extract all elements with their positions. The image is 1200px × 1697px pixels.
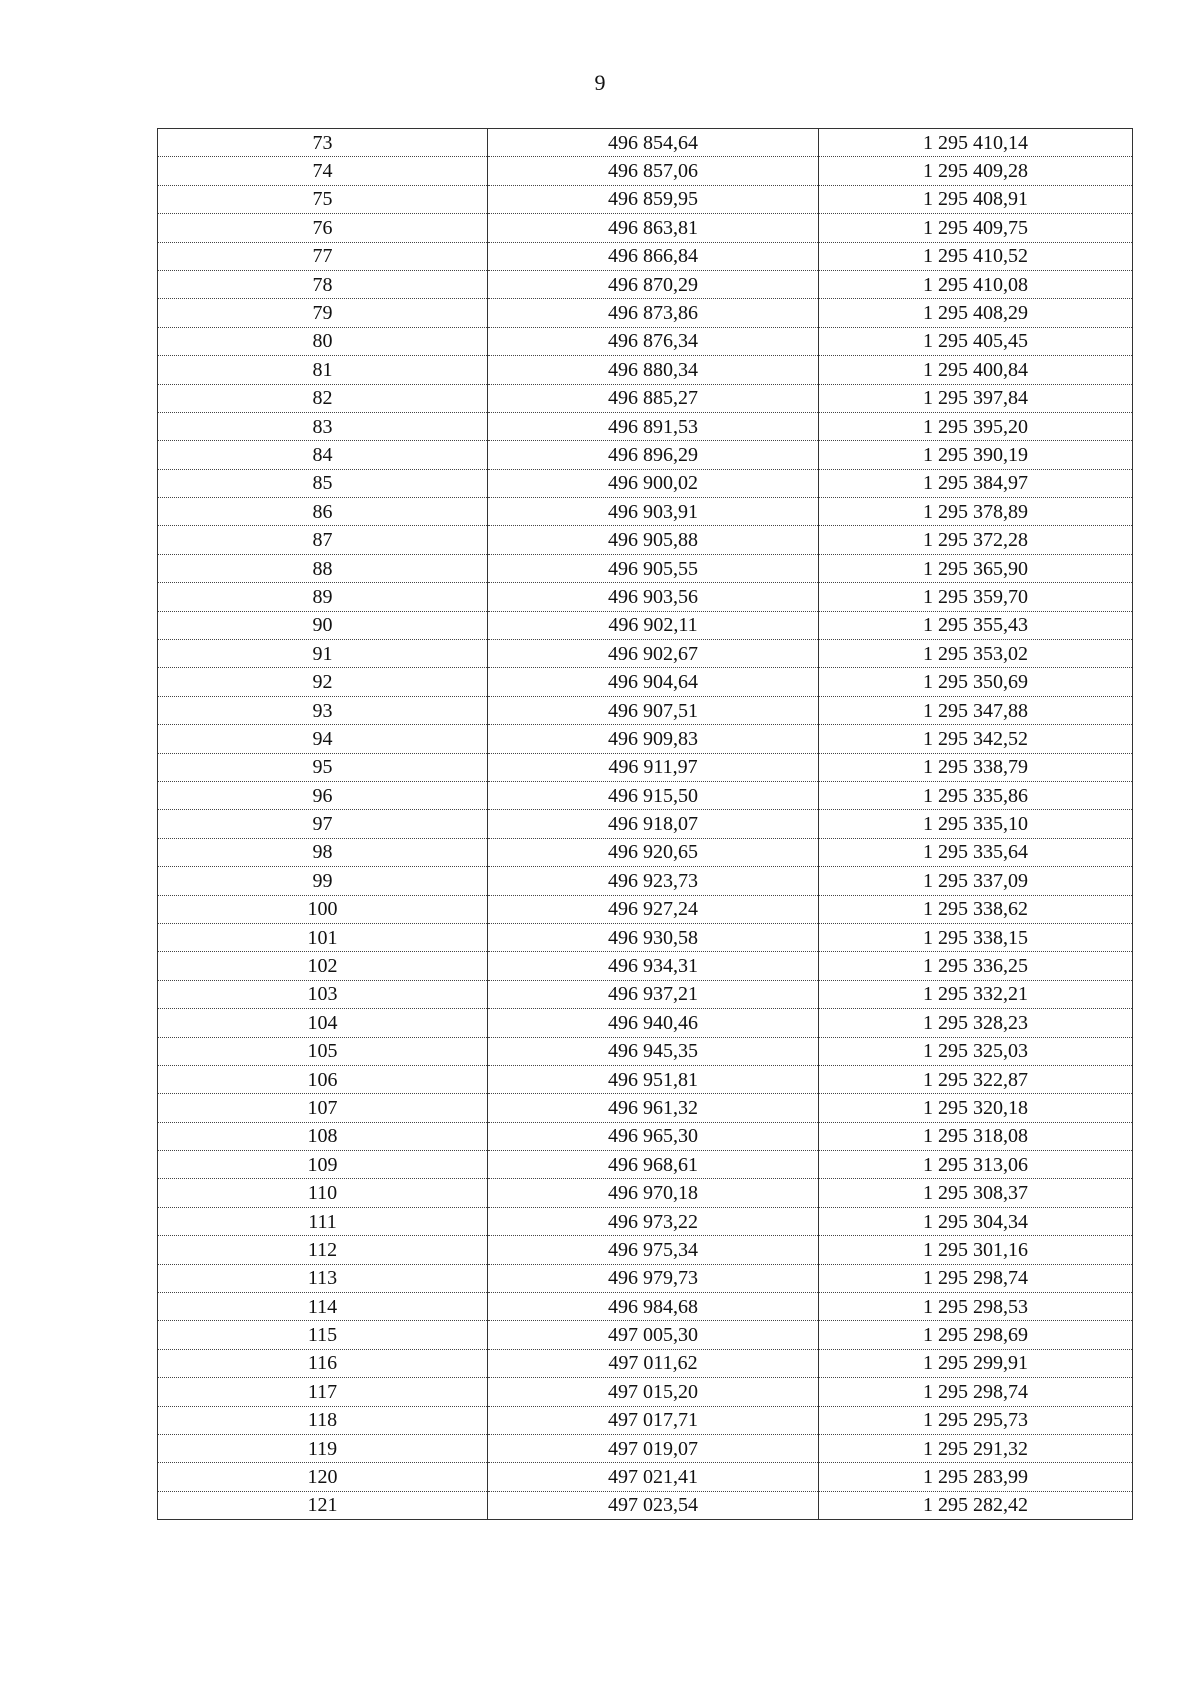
point-number-cell: 117 (158, 1378, 488, 1406)
x-coordinate-cell: 496 911,97 (488, 753, 819, 781)
y-coordinate-cell: 1 295 322,87 (819, 1065, 1133, 1093)
point-number-cell: 101 (158, 923, 488, 951)
x-coordinate-cell: 496 927,24 (488, 895, 819, 923)
table-row (158, 1009, 1133, 1037)
x-coordinate-cell: 496 891,53 (488, 412, 819, 440)
y-coordinate-cell: 1 295 405,45 (819, 327, 1133, 355)
x-coordinate-cell: 496 857,06 (488, 157, 819, 185)
point-number-cell: 108 (158, 1122, 488, 1150)
table-row (158, 327, 1133, 355)
y-coordinate-cell: 1 295 409,28 (819, 157, 1133, 185)
x-coordinate-cell: 496 873,86 (488, 299, 819, 327)
y-coordinate-cell: 1 295 299,91 (819, 1349, 1133, 1377)
y-coordinate-cell: 1 295 291,32 (819, 1434, 1133, 1462)
x-coordinate-cell: 496 905,88 (488, 526, 819, 554)
y-coordinate-cell: 1 295 295,73 (819, 1406, 1133, 1434)
table-row (158, 781, 1133, 809)
x-coordinate-cell: 496 979,73 (488, 1264, 819, 1292)
table-row (158, 1065, 1133, 1093)
x-coordinate-cell: 496 918,07 (488, 810, 819, 838)
point-number-cell: 74 (158, 157, 488, 185)
x-coordinate-cell: 496 903,56 (488, 583, 819, 611)
table-row (158, 980, 1133, 1008)
point-number-cell: 97 (158, 810, 488, 838)
table-row (158, 753, 1133, 781)
y-coordinate-cell: 1 295 410,08 (819, 270, 1133, 298)
y-coordinate-cell: 1 295 355,43 (819, 611, 1133, 639)
y-coordinate-cell: 1 295 350,69 (819, 668, 1133, 696)
y-coordinate-cell: 1 295 301,16 (819, 1236, 1133, 1264)
x-coordinate-cell: 496 920,65 (488, 838, 819, 866)
x-coordinate-cell: 496 945,35 (488, 1037, 819, 1065)
point-number-cell: 105 (158, 1037, 488, 1065)
table-row (158, 923, 1133, 951)
x-coordinate-cell: 496 975,34 (488, 1236, 819, 1264)
point-number-cell: 85 (158, 469, 488, 497)
point-number-cell: 106 (158, 1065, 488, 1093)
point-number-cell: 114 (158, 1293, 488, 1321)
x-coordinate-cell: 496 902,11 (488, 611, 819, 639)
y-coordinate-cell: 1 295 353,02 (819, 640, 1133, 668)
x-coordinate-cell: 496 915,50 (488, 781, 819, 809)
table-row (158, 1349, 1133, 1377)
y-coordinate-cell: 1 295 320,18 (819, 1094, 1133, 1122)
y-coordinate-cell: 1 295 335,64 (819, 838, 1133, 866)
point-number-cell: 90 (158, 611, 488, 639)
table-row (158, 640, 1133, 668)
x-coordinate-cell: 496 859,95 (488, 185, 819, 213)
point-number-cell: 115 (158, 1321, 488, 1349)
y-coordinate-cell: 1 295 298,74 (819, 1378, 1133, 1406)
x-coordinate-cell: 496 905,55 (488, 554, 819, 582)
point-number-cell: 91 (158, 640, 488, 668)
point-number-cell: 110 (158, 1179, 488, 1207)
point-number-cell: 116 (158, 1349, 488, 1377)
point-number-cell: 94 (158, 725, 488, 753)
y-coordinate-cell: 1 295 347,88 (819, 696, 1133, 724)
y-coordinate-cell: 1 295 282,42 (819, 1491, 1133, 1519)
y-coordinate-cell: 1 295 342,52 (819, 725, 1133, 753)
x-coordinate-cell: 496 909,83 (488, 725, 819, 753)
table-row (158, 1406, 1133, 1434)
point-number-cell: 107 (158, 1094, 488, 1122)
table-row (158, 242, 1133, 270)
coordinates-table-body (158, 129, 1133, 1520)
point-number-cell: 96 (158, 781, 488, 809)
x-coordinate-cell: 496 984,68 (488, 1293, 819, 1321)
table-row (158, 1463, 1133, 1491)
table-row (158, 1264, 1133, 1292)
table-row (158, 1037, 1133, 1065)
point-number-cell: 112 (158, 1236, 488, 1264)
table-row (158, 725, 1133, 753)
y-coordinate-cell: 1 295 378,89 (819, 498, 1133, 526)
point-number-cell: 98 (158, 838, 488, 866)
y-coordinate-cell: 1 295 384,97 (819, 469, 1133, 497)
point-number-cell: 120 (158, 1463, 488, 1491)
table-row (158, 867, 1133, 895)
x-coordinate-cell: 497 011,62 (488, 1349, 819, 1377)
point-number-cell: 99 (158, 867, 488, 895)
point-number-cell: 83 (158, 412, 488, 440)
point-number-cell: 77 (158, 242, 488, 270)
y-coordinate-cell: 1 295 332,21 (819, 980, 1133, 1008)
point-number-cell: 104 (158, 1009, 488, 1037)
table-row (158, 611, 1133, 639)
page-number: 9 (594, 70, 606, 95)
x-coordinate-cell: 496 900,02 (488, 469, 819, 497)
table-row (158, 498, 1133, 526)
y-coordinate-cell: 1 295 298,74 (819, 1264, 1133, 1292)
point-number-cell: 88 (158, 554, 488, 582)
table-row (158, 696, 1133, 724)
y-coordinate-cell: 1 295 337,09 (819, 867, 1133, 895)
x-coordinate-cell: 496 937,21 (488, 980, 819, 1008)
x-coordinate-cell: 496 973,22 (488, 1207, 819, 1235)
point-number-cell: 103 (158, 980, 488, 1008)
table-row (158, 1434, 1133, 1462)
y-coordinate-cell: 1 295 338,15 (819, 923, 1133, 951)
y-coordinate-cell: 1 295 298,53 (819, 1293, 1133, 1321)
table-row (158, 441, 1133, 469)
table-row (158, 412, 1133, 440)
point-number-cell: 89 (158, 583, 488, 611)
point-number-cell: 84 (158, 441, 488, 469)
x-coordinate-cell: 496 961,32 (488, 1094, 819, 1122)
table-row (158, 129, 1133, 157)
point-number-cell: 93 (158, 696, 488, 724)
y-coordinate-cell: 1 295 400,84 (819, 356, 1133, 384)
x-coordinate-cell: 496 934,31 (488, 952, 819, 980)
table-row (158, 1094, 1133, 1122)
point-number-cell: 100 (158, 895, 488, 923)
table-row (158, 214, 1133, 242)
y-coordinate-cell: 1 295 408,29 (819, 299, 1133, 327)
table-row (158, 668, 1133, 696)
y-coordinate-cell: 1 295 318,08 (819, 1122, 1133, 1150)
table-row (158, 1293, 1133, 1321)
point-number-cell: 78 (158, 270, 488, 298)
point-number-cell: 111 (158, 1207, 488, 1235)
table-row (158, 299, 1133, 327)
x-coordinate-cell: 496 902,67 (488, 640, 819, 668)
point-number-cell: 73 (158, 129, 488, 157)
table-row (158, 895, 1133, 923)
table-row (158, 1207, 1133, 1235)
y-coordinate-cell: 1 295 313,06 (819, 1151, 1133, 1179)
table-row (158, 185, 1133, 213)
table-row (158, 1491, 1133, 1519)
y-coordinate-cell: 1 295 395,20 (819, 412, 1133, 440)
point-number-cell: 121 (158, 1491, 488, 1519)
x-coordinate-cell: 496 904,64 (488, 668, 819, 696)
y-coordinate-cell: 1 295 304,34 (819, 1207, 1133, 1235)
x-coordinate-cell: 496 880,34 (488, 356, 819, 384)
table-row (158, 1179, 1133, 1207)
table-row (158, 583, 1133, 611)
point-number-cell: 79 (158, 299, 488, 327)
x-coordinate-cell: 496 907,51 (488, 696, 819, 724)
point-number-cell: 75 (158, 185, 488, 213)
point-number-cell: 102 (158, 952, 488, 980)
x-coordinate-cell: 496 885,27 (488, 384, 819, 412)
table-row (158, 1122, 1133, 1150)
y-coordinate-cell: 1 295 410,14 (819, 129, 1133, 157)
point-number-cell: 82 (158, 384, 488, 412)
y-coordinate-cell: 1 295 338,62 (819, 895, 1133, 923)
y-coordinate-cell: 1 295 338,79 (819, 753, 1133, 781)
table-row (158, 469, 1133, 497)
y-coordinate-cell: 1 295 410,52 (819, 242, 1133, 270)
point-number-cell: 81 (158, 356, 488, 384)
x-coordinate-cell: 497 015,20 (488, 1378, 819, 1406)
table-row (158, 157, 1133, 185)
point-number-cell: 92 (158, 668, 488, 696)
x-coordinate-cell: 497 005,30 (488, 1321, 819, 1349)
table-row (158, 838, 1133, 866)
y-coordinate-cell: 1 295 283,99 (819, 1463, 1133, 1491)
table-row (158, 526, 1133, 554)
x-coordinate-cell: 497 019,07 (488, 1434, 819, 1462)
y-coordinate-cell: 1 295 365,90 (819, 554, 1133, 582)
y-coordinate-cell: 1 295 325,03 (819, 1037, 1133, 1065)
point-number-cell: 80 (158, 327, 488, 355)
point-number-cell: 95 (158, 753, 488, 781)
x-coordinate-cell: 496 903,91 (488, 498, 819, 526)
x-coordinate-cell: 496 876,34 (488, 327, 819, 355)
point-number-cell: 87 (158, 526, 488, 554)
x-coordinate-cell: 496 923,73 (488, 867, 819, 895)
y-coordinate-cell: 1 295 372,28 (819, 526, 1133, 554)
y-coordinate-cell: 1 295 335,86 (819, 781, 1133, 809)
y-coordinate-cell: 1 295 397,84 (819, 384, 1133, 412)
table-row (158, 356, 1133, 384)
y-coordinate-cell: 1 295 335,10 (819, 810, 1133, 838)
x-coordinate-cell: 496 930,58 (488, 923, 819, 951)
x-coordinate-cell: 496 870,29 (488, 270, 819, 298)
x-coordinate-cell: 496 965,30 (488, 1122, 819, 1150)
point-number-cell: 113 (158, 1264, 488, 1292)
x-coordinate-cell: 497 021,41 (488, 1463, 819, 1491)
table-row (158, 1151, 1133, 1179)
point-number-cell: 119 (158, 1434, 488, 1462)
y-coordinate-cell: 1 295 408,91 (819, 185, 1133, 213)
y-coordinate-cell: 1 295 336,25 (819, 952, 1133, 980)
y-coordinate-cell: 1 295 359,70 (819, 583, 1133, 611)
point-number-cell: 86 (158, 498, 488, 526)
x-coordinate-cell: 496 970,18 (488, 1179, 819, 1207)
point-number-cell: 118 (158, 1406, 488, 1434)
x-coordinate-cell: 496 940,46 (488, 1009, 819, 1037)
x-coordinate-cell: 497 023,54 (488, 1491, 819, 1519)
table-row (158, 270, 1133, 298)
y-coordinate-cell: 1 295 328,23 (819, 1009, 1133, 1037)
x-coordinate-cell: 496 896,29 (488, 441, 819, 469)
x-coordinate-cell: 496 854,64 (488, 129, 819, 157)
x-coordinate-cell: 496 866,84 (488, 242, 819, 270)
table-row (158, 952, 1133, 980)
table-row (158, 384, 1133, 412)
x-coordinate-cell: 496 863,81 (488, 214, 819, 242)
y-coordinate-cell: 1 295 390,19 (819, 441, 1133, 469)
table-row (158, 1321, 1133, 1349)
table-row (158, 1378, 1133, 1406)
point-number-cell: 109 (158, 1151, 488, 1179)
point-number-cell: 76 (158, 214, 488, 242)
table-row (158, 810, 1133, 838)
x-coordinate-cell: 496 951,81 (488, 1065, 819, 1093)
y-coordinate-cell: 1 295 298,69 (819, 1321, 1133, 1349)
y-coordinate-cell: 1 295 308,37 (819, 1179, 1133, 1207)
table-row (158, 554, 1133, 582)
y-coordinate-cell: 1 295 409,75 (819, 214, 1133, 242)
coordinates-table (157, 128, 1133, 1520)
table-row (158, 1236, 1133, 1264)
x-coordinate-cell: 496 968,61 (488, 1151, 819, 1179)
x-coordinate-cell: 497 017,71 (488, 1406, 819, 1434)
